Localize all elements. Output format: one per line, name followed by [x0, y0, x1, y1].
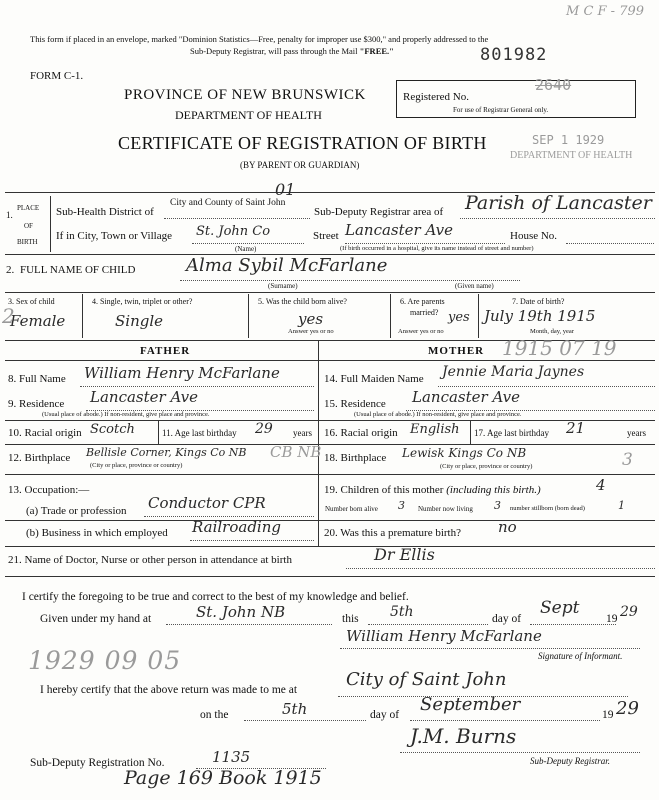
- child-name-value: Alma Sybil McFarlane: [186, 255, 388, 276]
- given-year-value: 29: [620, 604, 638, 620]
- sex-value: Female: [10, 312, 66, 330]
- mother-date-code: 1915 07 19: [502, 336, 617, 360]
- married-caption: Answer yes or no: [398, 328, 444, 335]
- born-alive-value: yes: [298, 310, 324, 328]
- serial-number: 801982: [480, 45, 548, 65]
- given-this-label: this: [342, 613, 359, 625]
- father-business-label: (b) Business in which employed: [26, 527, 168, 539]
- received-stamp-date: SEP 1 1929: [532, 133, 605, 147]
- father-racial-value: Scotch: [90, 422, 135, 437]
- born-alive-label: 5. Was the child born alive?: [258, 297, 347, 306]
- given-at-label: Given under my hand at: [40, 613, 152, 625]
- mother-heading: MOTHER: [428, 345, 485, 357]
- registered-note: For use of Registrar General only.: [453, 106, 549, 114]
- doctor-label: 21. Name of Doctor, Nurse or other person in attendance at birth: [8, 554, 292, 566]
- twin-value: Single: [115, 312, 164, 330]
- district-value: City and County of Saint John: [170, 198, 286, 208]
- form-id: FORM C-1.: [30, 70, 84, 82]
- mother-birthplace-code: 3: [622, 450, 633, 470]
- received-stamp-dept: DEPARTMENT OF HEALTH: [510, 150, 633, 161]
- given-this-value: 5th: [390, 604, 414, 620]
- certificate-title: CERTIFICATE OF REGISTRATION OF BIRTH: [118, 133, 487, 153]
- father-birthplace-value: Bellisle Corner, Kings Co NB: [86, 446, 247, 459]
- mother-name-label: 14. Full Maiden Name: [324, 373, 424, 385]
- street-label: Street: [313, 230, 339, 242]
- mother-born-alive-label: Number born alive: [325, 505, 378, 513]
- father-name-value: William Henry McFarlane: [84, 364, 280, 382]
- mother-birthplace-value: Lewisk Kings Co NB: [402, 446, 527, 460]
- mother-racial-value: English: [410, 422, 460, 437]
- father-occupation-label: 13. Occupation:—: [8, 484, 90, 496]
- province-heading: PROVINCE OF NEW BRUNSWICK: [124, 87, 366, 103]
- given-at-value: St. John NB: [196, 603, 286, 621]
- mother-birthplace-caption: (City or place, province or country): [440, 463, 533, 470]
- sex-label: 3. Sex of child: [8, 297, 55, 306]
- given-day-of-label: day of: [492, 613, 522, 625]
- place-side-of: OF: [24, 222, 33, 230]
- mother-birthplace-label: 18. Birthplace: [324, 452, 387, 464]
- registered-value: 2640: [535, 76, 572, 94]
- child-number: 2.: [6, 264, 15, 276]
- twin-label: 4. Single, twin, triplet or other?: [92, 297, 193, 306]
- city-value: St. John Co: [196, 224, 271, 239]
- page-book-note: Page 169 Book 1915: [124, 767, 322, 789]
- return-month-value: September: [420, 694, 521, 715]
- dob-label: 7. Date of birth?: [512, 297, 565, 306]
- registration-number-value: 1135: [212, 748, 251, 766]
- father-birthplace-code: CB NB: [270, 443, 322, 461]
- premature-label: 20. Was this a premature birth?: [324, 527, 461, 539]
- father-racial-label: 10. Racial origin: [8, 427, 82, 439]
- given-year-prefix: 19: [606, 613, 618, 625]
- mother-age-years: years: [627, 428, 646, 438]
- child-name-label: FULL NAME OF CHILD: [20, 264, 136, 276]
- mother-age-value: 21: [566, 419, 586, 437]
- child-given-caption: (Given name): [455, 282, 494, 290]
- father-age-label: 11. Age last birthday: [162, 428, 237, 438]
- registrar-signature-caption: Sub-Deputy Registrar.: [530, 756, 610, 766]
- envelope-notice-text: Sub-Deputy Registrar, will pass through the Mail: [190, 46, 358, 56]
- mother-children-text: 19. Children of this mother: [324, 484, 444, 496]
- mother-age-label: 17. Age last birthday: [474, 428, 549, 438]
- informant-signature: William Henry McFarlane: [346, 627, 542, 645]
- father-residence-caption: (Usual place of abode.) If non-resident, give place and province.: [42, 411, 210, 418]
- city-label: If in City, Town or Village: [56, 230, 172, 242]
- mother-now-living-value: 3: [494, 499, 501, 512]
- return-place-value: City of Saint John: [346, 669, 507, 690]
- return-year-prefix: 19: [602, 709, 614, 721]
- married-label-line2: married?: [410, 308, 439, 317]
- mother-racial-label: 16. Racial origin: [324, 427, 398, 439]
- mother-residence-value: Lancaster Ave: [412, 388, 521, 406]
- father-residence-label: 9. Residence: [8, 398, 65, 410]
- registered-label: Registered No.: [403, 91, 469, 103]
- return-year-value: 29: [616, 698, 639, 719]
- district-number: 01: [275, 180, 296, 199]
- dob-caption: Month, day, year: [530, 328, 574, 335]
- mother-stillborn-value: 1: [618, 499, 625, 512]
- house-number-label: House No.: [510, 230, 558, 242]
- married-value: yes: [448, 310, 470, 325]
- return-on-label: on the: [200, 709, 229, 721]
- mother-children-italic: (including this birth.): [446, 484, 541, 496]
- hospital-caption: (If birth occurred in a hospital, give its name instead of street and number): [340, 245, 534, 252]
- informant-signature-caption: Signature of Informant.: [538, 651, 623, 661]
- mother-children-value: 4: [596, 476, 606, 494]
- district-label: Sub-Health District of: [56, 206, 154, 218]
- department-heading: DEPARTMENT OF HEALTH: [175, 108, 322, 122]
- street-value: Lancaster Ave: [345, 221, 454, 239]
- envelope-notice-line-2: [190, 46, 394, 56]
- dob-value: July 19th 1915: [484, 307, 596, 325]
- registrar-signature: J.M. Burns: [410, 724, 517, 748]
- father-trade-label: (a) Trade or profession: [26, 505, 127, 517]
- mother-now-living-label: Number now living: [418, 505, 473, 513]
- return-label: I hereby certify that the above return was made to me at: [40, 684, 298, 696]
- registration-number-label: Sub-Deputy Registration No.: [30, 757, 165, 769]
- father-trade-value: Conductor CPR: [148, 494, 266, 512]
- doctor-value: Dr Ellis: [374, 545, 435, 564]
- father-age-years: years: [293, 428, 312, 438]
- mother-residence-caption: (Usual place of abode.) If non-resident, give place and province.: [354, 411, 522, 418]
- subdeputy-area-label: Sub-Deputy Registrar area of: [314, 206, 444, 218]
- mother-residence-label: 15. Residence: [324, 398, 386, 410]
- given-month-value: Sept: [540, 598, 580, 618]
- born-alive-caption: Answer yes or no: [288, 328, 334, 335]
- return-day-of-label: day of: [370, 709, 400, 721]
- place-side-label: PLACE: [17, 204, 40, 212]
- return-on-value: 5th: [282, 700, 308, 718]
- mother-stillborn-label: number stillborn (born dead): [510, 505, 585, 512]
- father-business-value: Railroading: [192, 518, 281, 536]
- city-name-caption: (Name): [235, 245, 257, 253]
- sex-code: 2: [2, 304, 15, 328]
- mother-children-label: [324, 484, 541, 496]
- mother-name-value: Jennie Maria Jaynes: [442, 364, 585, 380]
- envelope-notice-line-1: This form if placed in an envelope, marked "Dominion Statistics—Free, penalty for improper use $300," and properly addressed to the: [30, 34, 489, 44]
- place-side-birth: BIRTH: [17, 238, 38, 246]
- father-heading: FATHER: [140, 345, 191, 357]
- corner-note: M C F - 799: [566, 4, 645, 19]
- mother-born-alive-value: 3: [398, 499, 405, 512]
- certificate-subtitle: (BY PARENT OR GUARDIAN): [240, 160, 360, 170]
- married-label-line1: 6. Are parents: [400, 297, 445, 306]
- child-surname-caption: (Surname): [268, 282, 298, 290]
- premature-value: no: [498, 518, 517, 536]
- certify-statement: I certify the foregoing to be true and correct to the best of my knowledge and belief.: [22, 591, 409, 603]
- father-residence-value: Lancaster Ave: [90, 388, 199, 406]
- place-number: 1.: [6, 210, 13, 220]
- father-birthplace-caption: (City or place, province or country): [90, 462, 183, 469]
- envelope-free-label: "FREE.": [359, 46, 394, 56]
- subdeputy-area-value: Parish of Lancaster: [465, 192, 652, 214]
- father-name-label: 8. Full Name: [8, 373, 66, 385]
- father-age-value: 29: [255, 421, 273, 437]
- certify-date-code: 1929 09 05: [28, 646, 182, 675]
- father-birthplace-label: 12. Birthplace: [8, 452, 71, 464]
